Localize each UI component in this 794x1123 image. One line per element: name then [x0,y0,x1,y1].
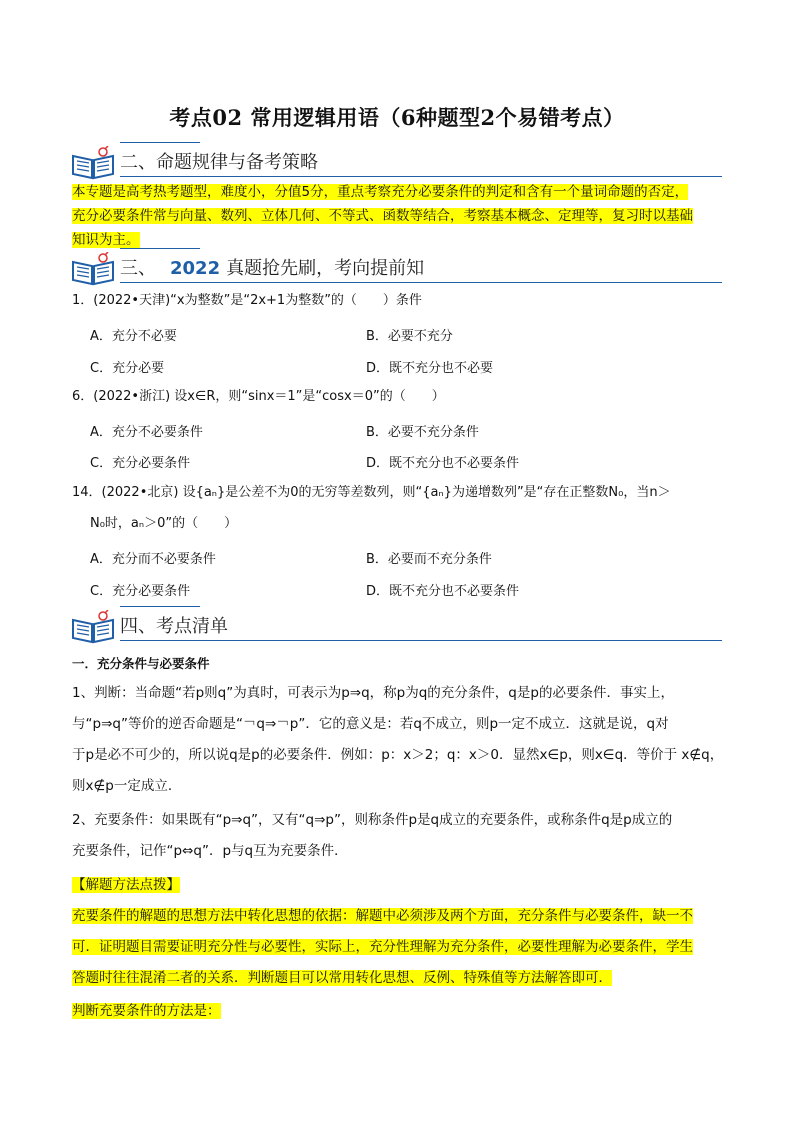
question-stem: 14．(2022•北京) 设{aₙ}是公差不为0的无穷等差数列，则“{aₙ}为递增数列”是“存在正整数N₀，当n＞ [72,485,671,500]
text-line: 充要条件的解题的思想方法中转化思想的依据：解题中必须涉及两个方面，充分条件与必要条件，缺一不 [72,908,693,924]
method-label: 判断充要条件的方法是： [72,1003,221,1019]
section-heading: 二、命题规律与备考策略 [120,152,318,173]
section-heading [120,254,424,280]
text-line: 充要条件，记作“p⇔q”．p与q互为充要条件． [72,843,348,859]
text-line: 2、充要条件：如果既有“p⇒q”，又有“q⇒p”，则称条件p是q成立的充要条件，或称条件q是p成立的 [72,812,673,828]
option-d: D．既不充分也不必要条件 [366,584,520,599]
divider [120,176,722,177]
open-book-icon [70,146,116,180]
section-2-header [70,142,722,182]
option-d: D．既不充分也不必要 [366,361,494,376]
open-book-icon [70,252,116,286]
tip-label-block [72,870,722,901]
method-block [72,996,722,1027]
text-line: 可．证明题目需要证明充分性与必要性，实际上，充分性理解为充分条件，必要性理解为必要条件，学生 [72,939,693,955]
text-line: 则x∉p一定成立． [72,778,182,794]
text-line: 充分必要条件常与向量、数列、立体几何、不等式、函数等结合，考察基本概念、定理等，复习时以基础 [72,208,693,224]
text-line: 本专题是高考热考题型，难度小，分值5分，重点考察充分必要条件的判定和含有一个量词命题的否定， [72,184,689,200]
option-b: B．必要不充分条件 [366,425,479,440]
page-title: 考点02 常用逻辑用语（6种题型2个易错考点） [169,105,625,130]
paragraph-sufficient-necessary [72,805,722,867]
open-book-icon [70,610,116,644]
section-3-header [70,248,722,288]
option-c: C．充分必要条件 [90,584,191,599]
divider [120,142,200,143]
paragraph-judgement [72,678,722,802]
option-a: A．充分不必要 [90,329,177,344]
section-heading: 四、考点清单 [120,616,228,637]
tip-paragraph [72,901,722,994]
option-c: C．充分必要 [90,361,165,376]
divider [120,640,722,641]
section-title: 真题抢先刷，考向提前知 [226,258,425,279]
question-stem: 1．(2022•天津)“x为整数”是“2x+1为整数”的（ ）条件 [72,293,422,308]
option-b: B．必要而不充分条件 [366,552,492,567]
text-line: 答题时往往混淆二者的关系．判断题目可以常用转化思想、反例、特殊值等方法解答即可． [72,970,612,986]
divider [120,248,200,249]
section-4-header [70,606,722,646]
option-a: A．充分而不必要条件 [90,552,216,567]
section-number: 三、 [120,258,156,279]
strategy-paragraph [72,180,722,252]
option-c: C．充分必要条件 [90,456,191,471]
question-stem: 6．(2022•浙江) 设x∈R，则“sinx＝1”是“cosx＝0”的（ ） [72,389,445,404]
question-stem-cont: N₀时，aₙ＞0”的（ ） [90,516,238,531]
text-line: 1、判断：当命题“若p则q”为真时，可表示为p⇒q，称p为q的充分条件，q是p的必要条件．事实上， [72,685,674,701]
text-line: 与“p⇒q”等价的逆否命题是“￢q⇒￢p”．它的意义是：若q不成立，则p一定不成立．这就是说，q对 [72,716,669,732]
text-line: 知识为主。 [72,232,140,248]
option-b: B．必要不充分 [366,329,453,344]
subsection-heading: 一．充分条件与必要条件 [72,656,210,671]
divider [120,606,200,607]
option-a: A．充分不必要条件 [90,425,203,440]
section-year: 2022 [170,258,221,279]
divider [120,282,722,283]
text-line: 于p是必不可少的，所以说q是p的必要条件．例如：p：x＞2；q：x＞0．显然x∈p，则x∈q．等价于 x∉q， [72,747,724,763]
tip-label: 【解题方法点拨】 [72,877,180,893]
option-d: D．既不充分也不必要条件 [366,456,520,471]
